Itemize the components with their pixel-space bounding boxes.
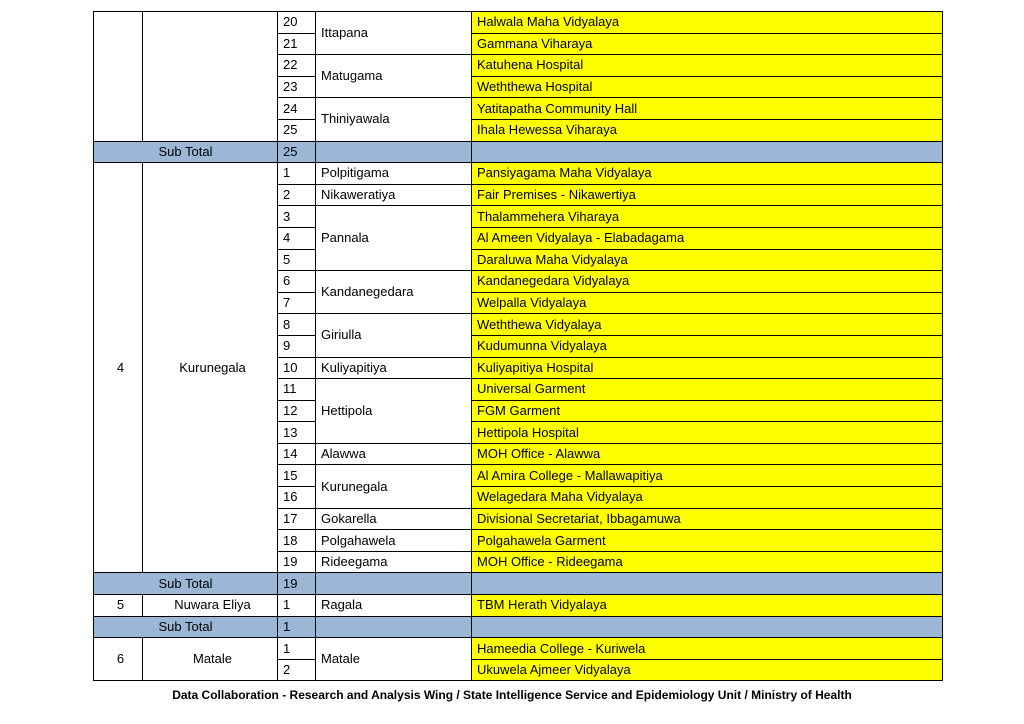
moh-area: Matale: [316, 638, 472, 681]
row-number: 15: [278, 465, 316, 487]
row-number: 9: [278, 335, 316, 357]
row-number: 22: [278, 55, 316, 77]
location: Hameedia College - Kuriwela: [472, 638, 943, 660]
row-number: 10: [278, 357, 316, 379]
location: Ukuwela Ajmeer Vidyalaya: [472, 659, 943, 681]
district-no-cell: [94, 12, 143, 142]
location: Fair Premises - Nikawertiya: [472, 184, 943, 206]
district-no: 5: [94, 595, 143, 617]
row-number: 21: [278, 33, 316, 55]
subtotal-empty: [316, 573, 472, 595]
moh-area: Ittapana: [316, 12, 472, 55]
location: Yatitapatha Community Hall: [472, 98, 943, 120]
location: Al Amira College - Mallawapitiya: [472, 465, 943, 487]
subtotal-label: Sub Total: [94, 616, 278, 638]
row-number: 3: [278, 206, 316, 228]
table-row: [94, 12, 943, 34]
table-row: [94, 638, 943, 660]
moh-area: Giriulla: [316, 314, 472, 357]
row-number: 18: [278, 530, 316, 552]
row-number: 20: [278, 12, 316, 34]
row-number: 2: [278, 184, 316, 206]
subtotal-value: 1: [278, 616, 316, 638]
location: Daraluwa Maha Vidyalaya: [472, 249, 943, 271]
row-number: 17: [278, 508, 316, 530]
subtotal-empty: [472, 573, 943, 595]
row-number: 1: [278, 595, 316, 617]
moh-area: Polpitigama: [316, 163, 472, 185]
table-row: [94, 163, 943, 185]
location: MOH Office - Alawwa: [472, 443, 943, 465]
location: Hettipola Hospital: [472, 422, 943, 444]
district-name: Matale: [143, 638, 278, 681]
moh-area: Nikaweratiya: [316, 184, 472, 206]
district-no: 4: [94, 163, 143, 573]
table-row: [94, 595, 943, 617]
district-name: Kurunegala: [143, 163, 278, 573]
row-number: 23: [278, 76, 316, 98]
subtotal-value: 25: [278, 141, 316, 163]
row-number: 13: [278, 422, 316, 444]
row-number: 7: [278, 292, 316, 314]
moh-area: Ragala: [316, 595, 472, 617]
moh-area: Kuliyapitiya: [316, 357, 472, 379]
district-no: 6: [94, 638, 143, 681]
subtotal-row: [94, 573, 943, 595]
row-number: 5: [278, 249, 316, 271]
moh-area: Alawwa: [316, 443, 472, 465]
location: Universal Garment: [472, 379, 943, 401]
location: Weththewa Vidyalaya: [472, 314, 943, 336]
district-cell: [143, 12, 278, 142]
subtotal-label: Sub Total: [94, 573, 278, 595]
district-name: Nuwara Eliya: [143, 595, 278, 617]
moh-area: Thiniyawala: [316, 98, 472, 141]
location: Pansiyagama Maha Vidyalaya: [472, 163, 943, 185]
location: Al Ameen Vidyalaya - Elabadagama: [472, 227, 943, 249]
page-footer: Data Collaboration - Research and Analysis Wing / State Intelligence Service and Epidemiology Unit / Ministry of Health: [172, 688, 852, 702]
subtotal-label: Sub Total: [94, 141, 278, 163]
row-number: 6: [278, 271, 316, 293]
location: Kandanegedara Vidyalaya: [472, 271, 943, 293]
row-number: 16: [278, 487, 316, 509]
location: Weththewa Hospital: [472, 76, 943, 98]
row-number: 19: [278, 551, 316, 573]
row-number: 1: [278, 638, 316, 660]
location: Welpalla Vidyalaya: [472, 292, 943, 314]
vaccination-centres-table: [93, 11, 943, 681]
subtotal-empty: [472, 141, 943, 163]
subtotal-value: 19: [278, 573, 316, 595]
location: MOH Office - Rideegama: [472, 551, 943, 573]
moh-area: Gokarella: [316, 508, 472, 530]
location: Halwala Maha Vidyalaya: [472, 12, 943, 34]
row-number: 4: [278, 227, 316, 249]
moh-area: Polgahawela: [316, 530, 472, 552]
location: Divisional Secretariat, Ibbagamuwa: [472, 508, 943, 530]
row-number: 8: [278, 314, 316, 336]
row-number: 11: [278, 379, 316, 401]
location: Polgahawela Garment: [472, 530, 943, 552]
moh-area: Kandanegedara: [316, 271, 472, 314]
row-number: 12: [278, 400, 316, 422]
row-number: 25: [278, 119, 316, 141]
subtotal-row: [94, 141, 943, 163]
location: Gammana Viharaya: [472, 33, 943, 55]
moh-area: Matugama: [316, 55, 472, 98]
location: Katuhena Hospital: [472, 55, 943, 77]
moh-area: Hettipola: [316, 379, 472, 444]
row-number: 14: [278, 443, 316, 465]
subtotal-row: [94, 616, 943, 638]
location: Welagedara Maha Vidyalaya: [472, 487, 943, 509]
location: Ihala Hewessa Viharaya: [472, 119, 943, 141]
moh-area: Rideegama: [316, 551, 472, 573]
row-number: 2: [278, 659, 316, 681]
location: FGM Garment: [472, 400, 943, 422]
location: Kuliyapitiya Hospital: [472, 357, 943, 379]
moh-area: Pannala: [316, 206, 472, 271]
subtotal-empty: [316, 616, 472, 638]
row-number: 24: [278, 98, 316, 120]
location: TBM Herath Vidyalaya: [472, 595, 943, 617]
moh-area: Kurunegala: [316, 465, 472, 508]
row-number: 1: [278, 163, 316, 185]
subtotal-empty: [316, 141, 472, 163]
location: Thalammehera Viharaya: [472, 206, 943, 228]
location: Kudumunna Vidyalaya: [472, 335, 943, 357]
subtotal-empty: [472, 616, 943, 638]
